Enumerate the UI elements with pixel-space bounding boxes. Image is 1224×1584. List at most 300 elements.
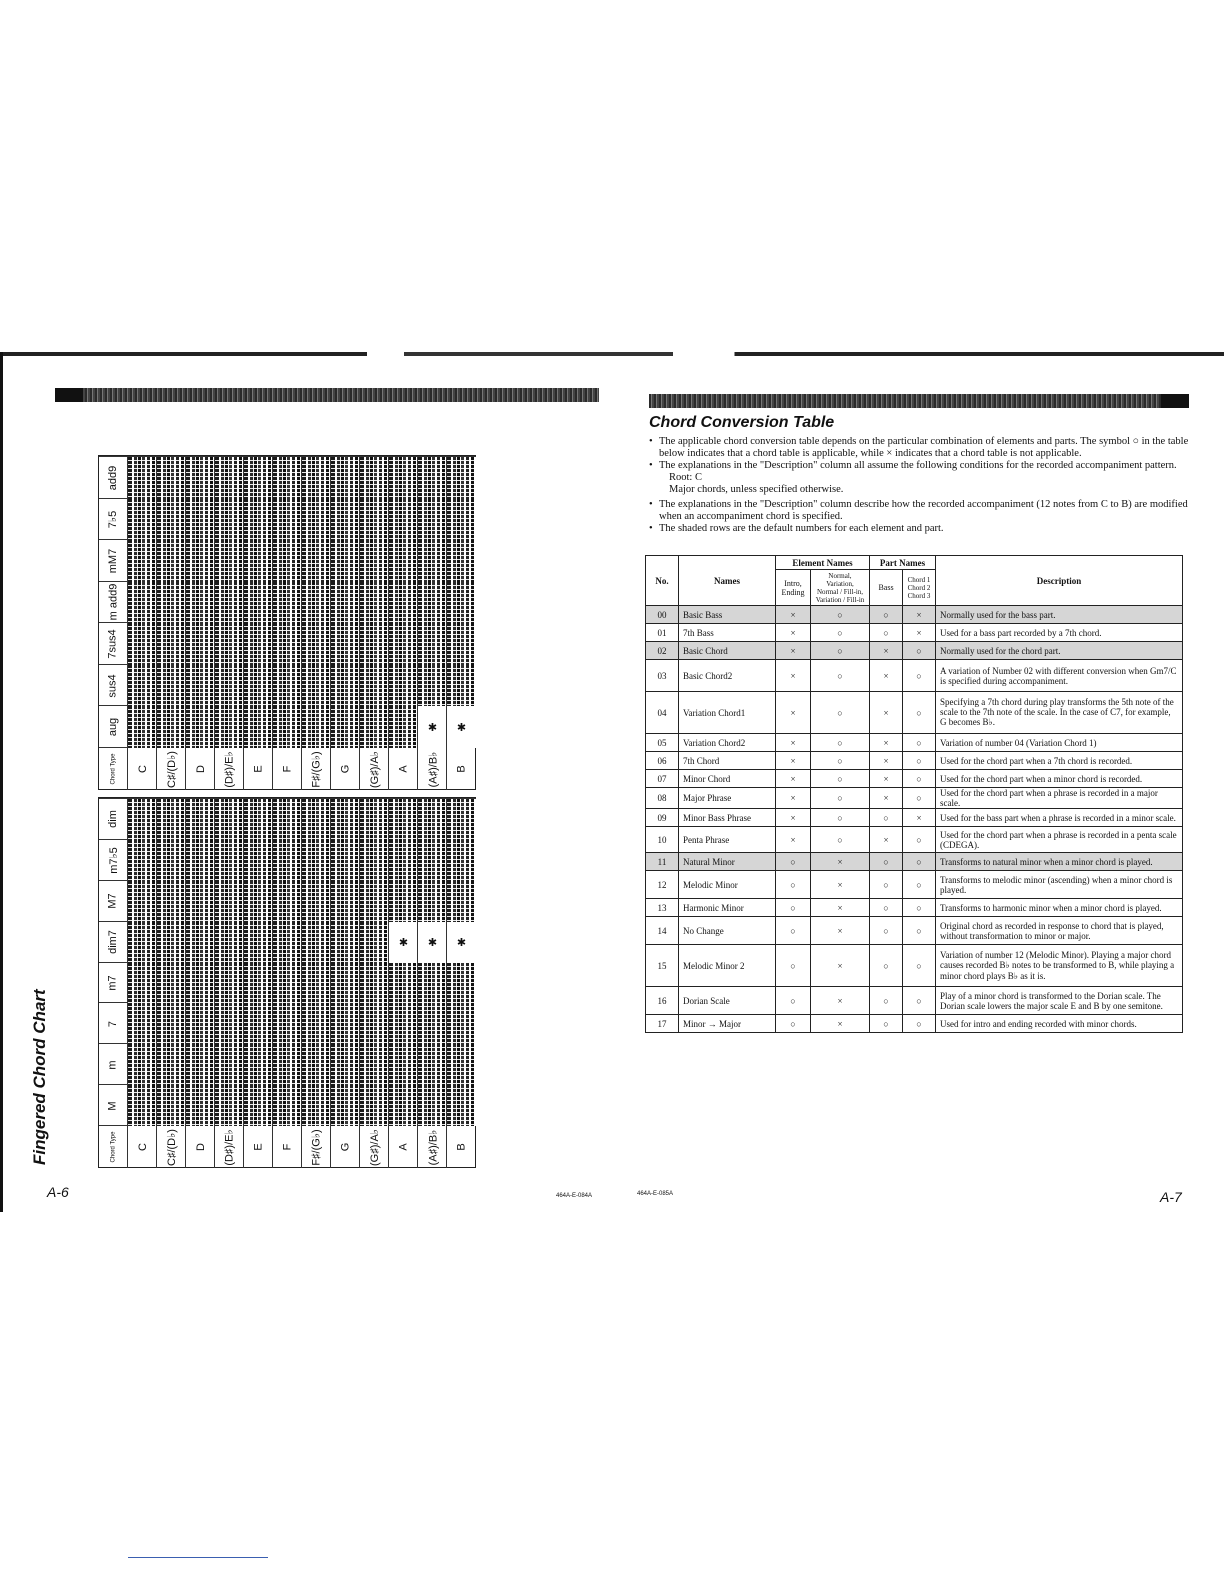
cell-normal: ×	[811, 871, 870, 899]
cell-normal: ○	[811, 692, 870, 734]
cell-name: Minor Chord	[679, 770, 776, 788]
table-row	[646, 606, 1183, 624]
not-available-mark: ✱	[446, 705, 476, 748]
root-label	[446, 747, 476, 790]
note-description: • The explanations in the "Description" column describe how the recorded accompaniment (12 notes from C to B) are modified when an accompaniment chord is specified.	[649, 499, 1189, 523]
cell-no: 06	[646, 752, 679, 770]
cell-intro: ×	[776, 734, 811, 752]
root-text: B	[455, 1143, 468, 1151]
note-symbols: • The applicable chord conversion table depends on the particular combination of elements and parts. The symbol ○ in the table below indicates that a chord table is applicable, while × indicates that a chord table is not applicable.	[649, 436, 1189, 460]
root-text: E	[252, 1143, 265, 1151]
keyboard-diagram	[388, 456, 418, 499]
table-row	[646, 642, 1183, 660]
keyboard-diagram	[272, 581, 302, 624]
cell-chord: ○	[903, 642, 936, 660]
chord-type-label	[99, 798, 127, 840]
cell-name: Natural Minor	[679, 853, 776, 871]
cell-name: No Change	[679, 917, 776, 945]
root-label	[156, 1125, 186, 1168]
keyboard-diagram	[417, 622, 447, 665]
corner-chord-type: Chord Type	[110, 753, 117, 785]
cell-name: Variation Chord2	[679, 734, 776, 752]
keyboard-diagram	[214, 498, 244, 541]
cell-no: 04	[646, 692, 679, 734]
keyboard-diagram	[185, 1043, 215, 1085]
cell-description: Normally used for the bass part.	[936, 606, 1183, 624]
chord-type-label	[99, 1002, 127, 1044]
root-label	[417, 747, 447, 790]
table-row	[646, 624, 1183, 642]
root-text: A	[397, 765, 410, 773]
keyboard-diagram	[330, 839, 360, 881]
cell-description: Used for intro and ending recorded with minor chords.	[936, 1015, 1183, 1033]
page-number-right: A-7	[1160, 1189, 1182, 1205]
cell-bass: ○	[870, 917, 903, 945]
cell-intro: ×	[776, 606, 811, 624]
cell-description: Normally used for the chord part.	[936, 642, 1183, 660]
keyboard-diagram	[185, 539, 215, 582]
cell-no: 14	[646, 917, 679, 945]
keyboard-diagram	[388, 839, 418, 881]
keyboard-diagram	[417, 1043, 447, 1085]
cell-no: 08	[646, 788, 679, 809]
keyboard-diagram	[156, 880, 186, 922]
cell-bass: ×	[870, 642, 903, 660]
keyboard-diagram	[359, 1084, 389, 1126]
scan-left-edge	[0, 352, 3, 1212]
header-chord: Chord 1 Chord 2 Chord 3	[903, 570, 936, 606]
keyboard-diagram	[272, 962, 302, 1004]
keyboard-diagram	[156, 798, 186, 840]
cell-intro: ○	[776, 899, 811, 917]
keyboard-diagram	[417, 539, 447, 582]
chord-type-label	[99, 921, 127, 963]
cell-normal: ×	[811, 987, 870, 1015]
chord-type-text: sus4	[107, 674, 119, 698]
cell-intro: ○	[776, 987, 811, 1015]
chord-type-text: m add9	[107, 584, 120, 621]
cell-normal: ×	[811, 917, 870, 945]
root-text: F	[281, 1143, 294, 1151]
chord-type-label	[99, 880, 127, 922]
keyboard-diagram	[359, 498, 389, 541]
keyboard-diagram	[156, 1084, 186, 1126]
keyboard-diagram	[417, 798, 447, 840]
keyboard-diagram	[185, 581, 215, 624]
keyboard-diagram	[243, 962, 273, 1004]
keyboard-diagram	[185, 456, 215, 499]
keyboard-diagram	[388, 1002, 418, 1044]
keyboard-diagram	[214, 539, 244, 582]
keyboard-diagram	[185, 1002, 215, 1044]
keyboard-diagram	[388, 880, 418, 922]
keyboard-diagram	[388, 798, 418, 840]
keyboard-diagram	[359, 622, 389, 665]
root-label	[214, 747, 244, 790]
keyboard-diagram	[359, 1043, 389, 1085]
keyboard-diagram	[214, 664, 244, 707]
cell-bass: ×	[870, 827, 903, 853]
keyboard-diagram	[446, 1002, 476, 1044]
chord-type-text: m7	[107, 975, 119, 991]
condition-major: Major chords, unless specified otherwise.	[669, 484, 844, 495]
keyboard-diagram	[127, 962, 157, 1004]
keyboard-diagram	[272, 880, 302, 922]
cell-chord: ×	[903, 624, 936, 642]
keyboard-diagram	[127, 664, 157, 707]
root-text: (G♯)/A♭	[369, 1128, 381, 1166]
keyboard-diagram	[359, 456, 389, 499]
keyboard-diagram	[301, 921, 331, 963]
cell-name: 7th Bass	[679, 624, 776, 642]
keyboard-diagram	[243, 456, 273, 499]
header-intro-ending: Intro, Ending	[776, 570, 811, 606]
root-label	[388, 1125, 418, 1168]
side-title: Fingered Chord Chart	[30, 989, 49, 1165]
keyboard-diagram	[243, 880, 273, 922]
keyboard-diagram	[156, 539, 186, 582]
keyboard-diagram	[388, 498, 418, 541]
chord-type-text: aug	[106, 718, 119, 737]
root-text: F	[281, 765, 294, 773]
root-text: C♯/(D♭)	[166, 750, 178, 788]
keyboard-diagram	[301, 798, 331, 840]
table-row	[646, 660, 1183, 692]
cell-description: Used for the chord part when a phrase is recorded in a major scale.	[936, 788, 1183, 809]
cell-description: Used for the chord part when a 7th chord is recorded.	[936, 752, 1183, 770]
left-header-tab	[55, 388, 83, 402]
chord-type-label	[99, 456, 127, 499]
keyboard-diagram	[301, 456, 331, 499]
root-text: G	[339, 1142, 352, 1152]
keyboard-diagram	[359, 962, 389, 1004]
keyboard-diagram	[330, 456, 360, 499]
header-names: Names	[679, 556, 776, 606]
header-normal-variation: Normal, Variation, Normal / Fill-in, Variation / Fill-in	[811, 570, 870, 606]
keyboard-diagram	[417, 839, 447, 881]
root-label	[214, 1125, 244, 1168]
right-header-tab	[1161, 394, 1189, 408]
keyboard-diagram	[417, 880, 447, 922]
keyboard-diagram	[243, 581, 273, 624]
root-label	[272, 1125, 302, 1168]
root-text: A	[397, 1143, 410, 1151]
upper-chord-chart	[98, 455, 476, 790]
keyboard-diagram	[243, 1002, 273, 1044]
not-available-mark: ✱	[417, 921, 447, 963]
cell-normal: ○	[811, 827, 870, 853]
keyboard-diagram	[185, 880, 215, 922]
chord-type-label	[99, 664, 127, 707]
table-row	[646, 734, 1183, 752]
keyboard-diagram	[330, 962, 360, 1004]
cell-intro: ×	[776, 660, 811, 692]
cell-intro: ○	[776, 853, 811, 871]
cell-normal: ×	[811, 853, 870, 871]
keyboard-diagram	[388, 581, 418, 624]
root-label	[243, 747, 273, 790]
cell-intro: ×	[776, 827, 811, 853]
keyboard-diagram	[272, 705, 302, 748]
keyboard-diagram	[243, 1043, 273, 1085]
cell-description: Play of a minor chord is transformed to the Dorian scale. The Dorian scale lowers the major scale E and B by one semitone.	[936, 987, 1183, 1015]
cell-bass: ×	[870, 752, 903, 770]
cell-description: Transforms to harmonic minor when a minor chord is played.	[936, 899, 1183, 917]
cell-bass: ×	[870, 788, 903, 809]
keyboard-diagram	[301, 962, 331, 1004]
keyboard-diagram	[156, 498, 186, 541]
root-label	[243, 1125, 273, 1168]
cell-intro: ×	[776, 692, 811, 734]
keyboard-diagram	[330, 581, 360, 624]
cell-normal: ○	[811, 809, 870, 827]
cell-no: 00	[646, 606, 679, 624]
keyboard-diagram	[214, 798, 244, 840]
cell-bass: ○	[870, 853, 903, 871]
cell-chord: ○	[903, 917, 936, 945]
keyboard-diagram	[127, 1043, 157, 1085]
keyboard-diagram	[185, 664, 215, 707]
keyboard-diagram	[446, 622, 476, 665]
keyboard-diagram	[388, 962, 418, 1004]
chord-conversion-section	[649, 414, 1189, 535]
keyboard-diagram	[127, 839, 157, 881]
cell-chord: ×	[903, 809, 936, 827]
table-row	[646, 871, 1183, 899]
keyboard-diagram	[446, 962, 476, 1004]
cell-bass: ○	[870, 606, 903, 624]
cell-bass: ×	[870, 660, 903, 692]
root-label	[301, 1125, 331, 1168]
page-number-left: A-6	[47, 1184, 69, 1200]
keyboard-diagram	[446, 880, 476, 922]
keyboard-diagram	[330, 1084, 360, 1126]
cell-normal: ○	[811, 642, 870, 660]
keyboard-diagram	[214, 456, 244, 499]
keyboard-diagram	[214, 1002, 244, 1044]
cell-chord: ○	[903, 734, 936, 752]
keyboard-diagram	[243, 498, 273, 541]
note-shading: • The shaded rows are the default numbers for each element and part.	[649, 523, 1189, 535]
keyboard-diagram	[301, 839, 331, 881]
root-label	[446, 1125, 476, 1168]
cell-chord: ○	[903, 770, 936, 788]
keyboard-diagram	[359, 839, 389, 881]
chord-type-text: add9	[106, 465, 119, 491]
keyboard-diagram	[243, 798, 273, 840]
keyboard-diagram	[127, 581, 157, 624]
cell-normal: ○	[811, 788, 870, 809]
cell-chord: ○	[903, 660, 936, 692]
chord-type-text: dim7	[107, 930, 119, 954]
keyboard-diagram	[359, 539, 389, 582]
stray-blue-line	[128, 1557, 268, 1558]
keyboard-diagram	[127, 539, 157, 582]
keyboard-diagram	[330, 921, 360, 963]
keyboard-diagram	[330, 880, 360, 922]
keyboard-diagram	[156, 839, 186, 881]
cell-no: 09	[646, 809, 679, 827]
keyboard-diagram	[446, 581, 476, 624]
root-label	[301, 747, 331, 790]
keyboard-diagram	[446, 539, 476, 582]
keyboard-diagram	[185, 962, 215, 1004]
cell-description: Used for a bass part recorded by a 7th chord.	[936, 624, 1183, 642]
keyboard-diagram	[359, 581, 389, 624]
left-header-band	[55, 388, 599, 402]
chord-type-text: dim	[106, 810, 119, 829]
cell-no: 17	[646, 1015, 679, 1033]
root-text: E	[252, 765, 265, 773]
cell-intro: ×	[776, 752, 811, 770]
chart-corner-label	[99, 747, 127, 790]
note-conditions: • The explanations in the "Description" column all assume the following conditions for the recorded accompaniment pattern.	[649, 460, 1189, 472]
cell-bass: ○	[870, 871, 903, 899]
keyboard-diagram	[446, 1043, 476, 1085]
keyboard-diagram	[272, 921, 302, 963]
keyboard-diagram	[301, 1084, 331, 1126]
chord-type-text: 7sus4	[107, 629, 120, 659]
keyboard-diagram	[214, 581, 244, 624]
keyboard-diagram	[156, 921, 186, 963]
table-row	[646, 853, 1183, 871]
cell-normal: ○	[811, 770, 870, 788]
keyboard-diagram	[446, 498, 476, 541]
cell-description: Original chord as recorded in response to chord that is played, without transformation to minor or major.	[936, 917, 1183, 945]
keyboard-diagram	[446, 456, 476, 499]
cell-intro: ×	[776, 809, 811, 827]
keyboard-diagram	[359, 705, 389, 748]
chord-type-label	[99, 962, 127, 1004]
keyboard-diagram	[272, 622, 302, 665]
keyboard-diagram	[330, 664, 360, 707]
keyboard-diagram	[127, 1084, 157, 1126]
keyboard-diagram	[214, 1043, 244, 1085]
keyboard-diagram	[330, 798, 360, 840]
root-label	[330, 747, 360, 790]
keyboard-diagram	[446, 1084, 476, 1126]
keyboard-diagram	[388, 705, 418, 748]
cell-chord: ○	[903, 987, 936, 1015]
keyboard-diagram	[243, 839, 273, 881]
keyboard-diagram	[272, 1002, 302, 1044]
keyboard-diagram	[446, 664, 476, 707]
root-text: B	[455, 765, 468, 773]
footer-code-right: 464A-E-085A	[637, 1191, 674, 1197]
keyboard-diagram	[272, 456, 302, 499]
keyboard-diagram	[272, 539, 302, 582]
keyboard-diagram	[214, 921, 244, 963]
root-text: G	[339, 764, 352, 774]
chord-type-text: 7♭5	[107, 510, 120, 529]
root-label	[272, 747, 302, 790]
condition-root: Root: C	[669, 472, 702, 483]
chord-type-label	[99, 622, 127, 665]
root-text: C	[136, 1143, 149, 1151]
header-description: Description	[936, 556, 1183, 606]
keyboard-diagram	[156, 456, 186, 499]
root-text: D	[194, 765, 207, 773]
root-label	[185, 747, 215, 790]
keyboard-diagram	[301, 705, 331, 748]
cell-intro: ×	[776, 624, 811, 642]
chord-type-label	[99, 539, 127, 582]
root-text: (A♯)/B♭	[427, 1129, 439, 1165]
keyboard-diagram	[127, 622, 157, 665]
root-label	[185, 1125, 215, 1168]
root-text: C	[136, 765, 149, 773]
cell-normal: ×	[811, 899, 870, 917]
cell-chord: ○	[903, 871, 936, 899]
root-text: F♯/(G♭)	[311, 1128, 324, 1166]
cell-bass: ○	[870, 945, 903, 987]
cell-description: Specifying a 7th chord during play transforms the 5th note of the scale to the 7th note of the scale. In the case of C7, for example, G becomes B♭.	[936, 692, 1183, 734]
chord-type-text: mM7	[106, 548, 119, 574]
keyboard-diagram	[243, 664, 273, 707]
root-label	[359, 747, 389, 790]
keyboard-diagram	[214, 1084, 244, 1126]
keyboard-diagram	[243, 622, 273, 665]
keyboard-diagram	[156, 581, 186, 624]
chord-type-label	[99, 705, 127, 748]
keyboard-diagram	[156, 1043, 186, 1085]
header-no: No.	[646, 556, 679, 606]
keyboard-diagram	[388, 1043, 418, 1085]
chord-type-text: 7	[107, 1020, 119, 1027]
corner-chord-type: Chord Type	[110, 1131, 117, 1163]
table-row	[646, 1015, 1183, 1033]
table-row	[646, 788, 1183, 809]
keyboard-diagram	[301, 539, 331, 582]
keyboard-diagram	[301, 1043, 331, 1085]
keyboard-diagram	[359, 880, 389, 922]
chord-type-text: m7♭5	[107, 847, 120, 874]
table-row	[646, 899, 1183, 917]
chord-type-label	[99, 839, 127, 881]
table-row	[646, 770, 1183, 788]
keyboard-diagram	[417, 1084, 447, 1126]
chord-type-text: M7	[107, 893, 119, 909]
root-text: C♯/(D♭)	[166, 1128, 178, 1166]
cell-name: Variation Chord1	[679, 692, 776, 734]
root-label	[156, 747, 186, 790]
cell-name: Melodic Minor	[679, 871, 776, 899]
keyboard-diagram	[330, 1043, 360, 1085]
keyboard-diagram	[417, 1002, 447, 1044]
root-text: (G♯)/A♭	[369, 750, 381, 788]
cell-description: Used for the bass part when a phrase is recorded in a minor scale.	[936, 809, 1183, 827]
cell-no: 13	[646, 899, 679, 917]
keyboard-diagram	[185, 705, 215, 748]
cell-chord: ○	[903, 788, 936, 809]
cell-no: 15	[646, 945, 679, 987]
keyboard-diagram	[301, 622, 331, 665]
cell-name: Basic Chord	[679, 642, 776, 660]
keyboard-diagram	[127, 921, 157, 963]
keyboard-diagram	[388, 622, 418, 665]
cell-description: Used for the chord part when a minor chord is recorded.	[936, 770, 1183, 788]
cell-intro: ○	[776, 1015, 811, 1033]
keyboard-diagram	[301, 1002, 331, 1044]
cell-normal: ×	[811, 945, 870, 987]
cell-normal: ×	[811, 1015, 870, 1033]
keyboard-diagram	[185, 921, 215, 963]
table-row	[646, 945, 1183, 987]
root-label	[127, 747, 157, 790]
cell-normal: ○	[811, 752, 870, 770]
keyboard-diagram	[243, 705, 273, 748]
cell-chord: ○	[903, 1015, 936, 1033]
